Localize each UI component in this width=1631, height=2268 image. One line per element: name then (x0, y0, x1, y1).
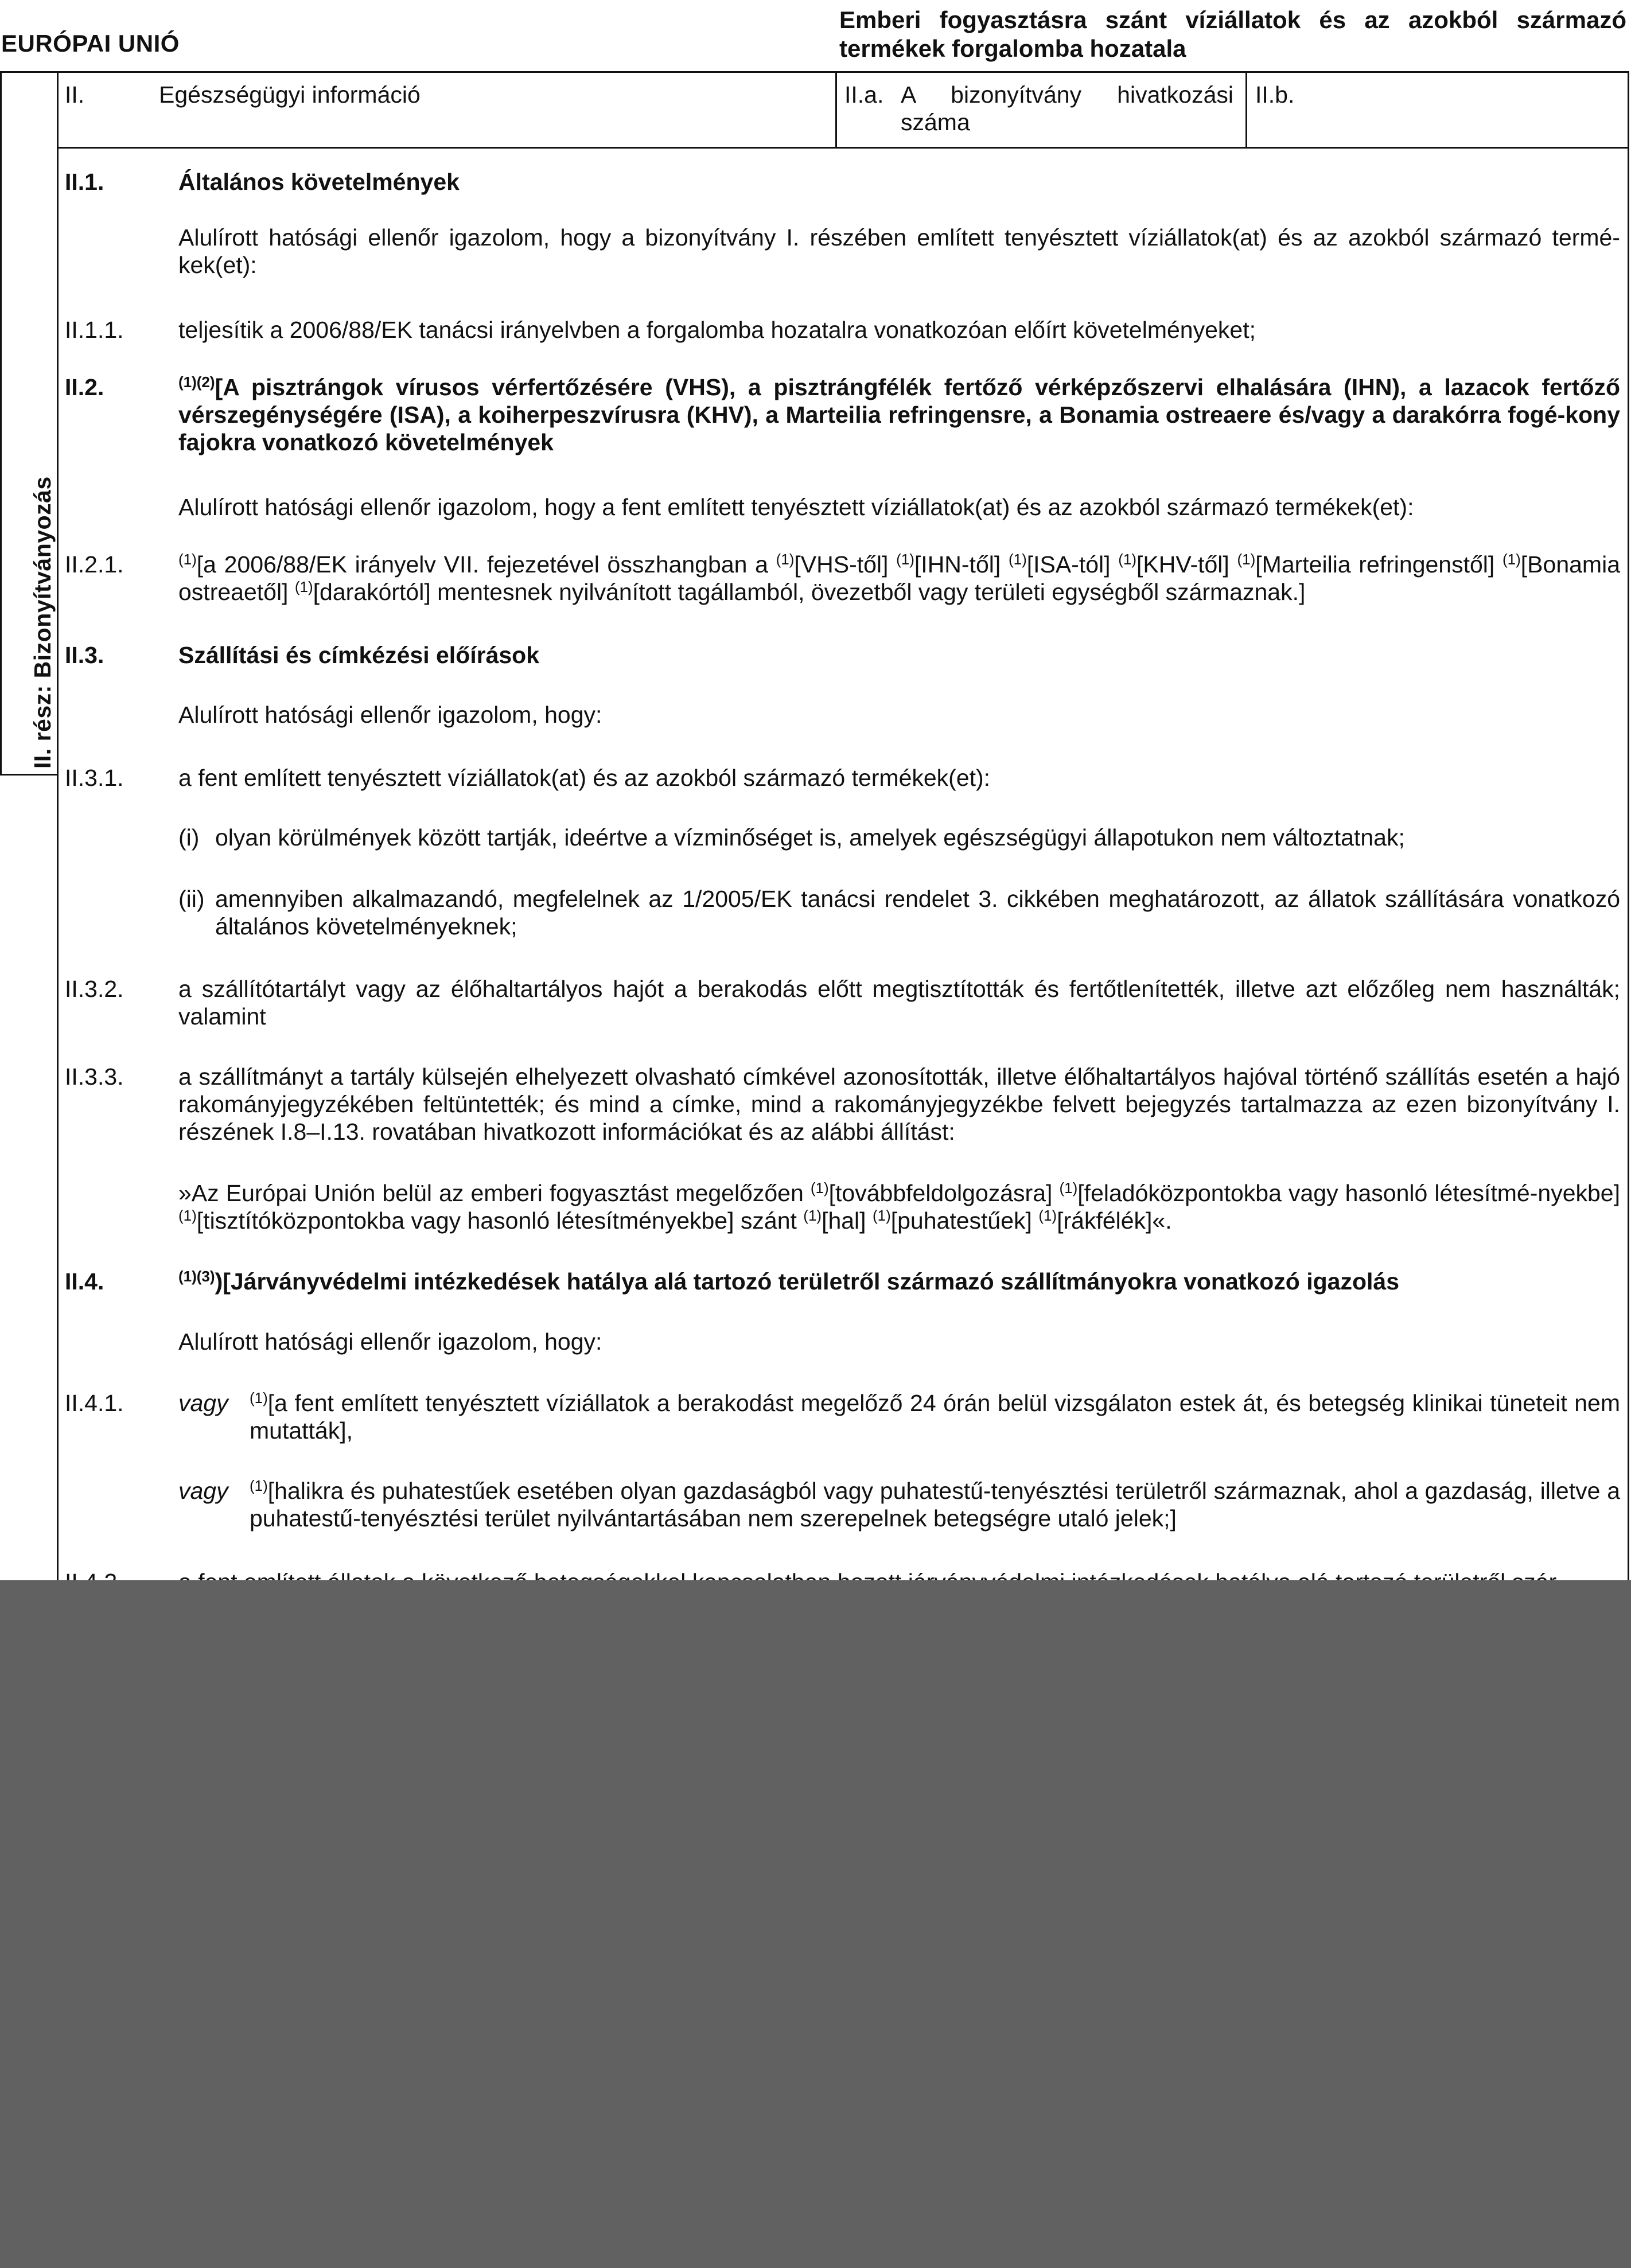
item-number: II.3.1. (65, 765, 124, 791)
footnote-ref: (1)(2) (178, 373, 215, 391)
right-rule (1628, 71, 1629, 1585)
paragraph: Alulírott hatósági ellenőr igazolom, hogy: (178, 1328, 602, 1355)
paragraph: a szállítmányt a tartály külsején elhelyezett olvasható címkével azonosították, illetve élőhaltartályos hajóval történő szállítás esetén a hajó rakományjegyzékében feltüntették; és mind a címke, mind a rakományjegyzékbe felvett bejegyzés tartalmazza az ezen bizonyítvány I. részének I.8–I.13. rovatában hivatkozott információkat és az alábbi állítást: (178, 1063, 1620, 1145)
paragraph: Alulírott hatósági ellenőr igazolom, hogy a fent említett tenyésztett víziállatok(at) és az azokból származó termékek(et): (178, 494, 1414, 520)
option-word: vagy (178, 1390, 228, 1416)
paragraph: $^{(1)}$[a 2006/88/EK irányelv VII. fejezetével összhangban a $^{(1)}$[VHS-től] $^{(1)}$[IHN-től] $^{(1)}$[ISA-tól] $^{(1)}$[KHV-től] $^{(1)}$[Marteilia refringenstől] $^{(1)}$[Bonamia ostreaetől] $^{(1)}$[darakórtól] mentesnek nyilvánított tagállamból, övezetből vagy területi egységből származnak.] (178, 551, 1620, 605)
section-number: II.3. (65, 642, 104, 668)
paragraph: teljesítik a 2006/88/EK tanácsi irányelvben a forgalomba hozatalra vonatkozóan előírt követelményeket; (178, 317, 1256, 343)
header-left-title: EURÓPAI UNIÓ (1, 30, 180, 57)
paragraph: a fent említett tenyésztett víziállatok(at) és az azokból származó termékek(et): (178, 765, 991, 791)
section-title: Általános követelmények (178, 169, 460, 195)
col3-number: II.b. (1255, 81, 1295, 108)
item-number: II.3.2. (65, 976, 124, 1002)
list-marker: (ii) (178, 886, 205, 912)
sidebar-label: II. rész: Bizonyítványozás (29, 476, 56, 769)
list-marker: (i) (178, 824, 200, 851)
section-title: Szállítási és címkézési előírások (178, 642, 540, 668)
sidebar-rule (57, 71, 59, 1585)
redaction-overlay (0, 1580, 1631, 2268)
paragraph: Alulírott hatósági ellenőr igazolom, hogy: (178, 702, 602, 728)
option-word: vagy (178, 1478, 228, 1504)
quoted-statement: »Az Európai Unión belül az emberi fogyasztást megelőzően $^{(1)}$[továbbfeldolgozásra] $^{(1)}$[feladóközpontokba vagy hasonló létesítmé-nyekbe] $^{(1)}$[tisztítóközpontokba vagy hasonló létesítményekbe] szánt $^{(1)}$[hal] $^{(1)}$[puhatestűek] $^{(1)}$[rákfélék]«. (178, 1179, 1620, 1234)
section-title: $^{(1)(2)}$[A pisztrángok vírusos vérfertőzésére (VHS), a pisztrángfélék fertőző vérképzőszervi elhalására (IHN), a lazacok fertőző vérszegénységére (ISA), a koiherpeszvírusra (KHV), a Marteilia refringensre, a Bonamia ostreaere és/vagy a darakórra fogé-kony fajokra vonatkozó követelmények (178, 373, 1620, 455)
paragraph: a szállítótartályt vagy az élőhaltartályos hajót a berakodás előtt megtisztították és fertőtlenítették, illetve azt előzőleg nem használták; valamint (178, 976, 1620, 1030)
item-number: II.2.1. (65, 551, 124, 578)
section-number: II.1. (65, 169, 104, 195)
sidebar-label-box (6, 476, 56, 815)
col1-number: II. (65, 81, 85, 108)
col2-number: II.a. (844, 81, 884, 108)
option-text: $^{(1)}$[halikra és puhatestűek esetében olyan gazdaságból vagy puhatestű-tenyésztési területről származnak, ahol a gazdaság, illetve a puhatestű-tenyésztési terület nyilvántartásában nem szerepelnek betegségre utaló jelek;] (250, 1477, 1620, 1532)
list-item-text: amennyiben alkalmazandó, megfelelnek az 1/2005/EK tanácsi rendelet 3. cikkében meghatározott, az állatok szállítására vonatkozó általános követelményeknek; (215, 886, 1620, 940)
top-rule (0, 71, 1629, 73)
item-number: II.1.1. (65, 317, 124, 343)
list-item-text: olyan körülmények között tartják, ideértve a vízminőséget is, amelyek egészségügyi állapotukon nem változtatnak; (215, 824, 1405, 851)
col1-title: Egészségügyi információ (159, 81, 421, 108)
col2-title: A bizonyítvány hivatkozási száma (901, 81, 1233, 135)
paragraph: Alulírott hatósági ellenőr igazolom, hogy a bizonyítvány I. részében említett tenyésztett víziállatok(at) és az azokból származó termé-kek(et): (178, 224, 1620, 278)
option-text: $^{(1)}$[a fent említett tenyésztett víziállatok a berakodást megelőző 24 órán belül vizsgálaton estek át, és betegség klinikai tüneteit nem mutatták], (250, 1389, 1620, 1444)
footnote-ref: (1)(3) (178, 1268, 215, 1285)
column-divider-2 (1245, 71, 1247, 149)
left-rule (0, 71, 2, 776)
item-number: II.4.1. (65, 1390, 124, 1416)
column-divider-1 (835, 71, 837, 149)
column-header-bottom-rule (57, 147, 1629, 149)
section-number: II.2. (65, 374, 104, 400)
header-right-title: Emberi fogyasztásra szánt víziállatok és az azokból származó termékek forgalomba hozatala (839, 6, 1626, 62)
section-title: $^{(1)(3)}$)[Járványvédelmi intézkedések hatálya alá tartozó területről származó szállítmányokra vonatkozó igazolás (178, 1268, 1399, 1295)
section-number: II.4. (65, 1268, 104, 1295)
item-number: II.3.3. (65, 1063, 124, 1090)
